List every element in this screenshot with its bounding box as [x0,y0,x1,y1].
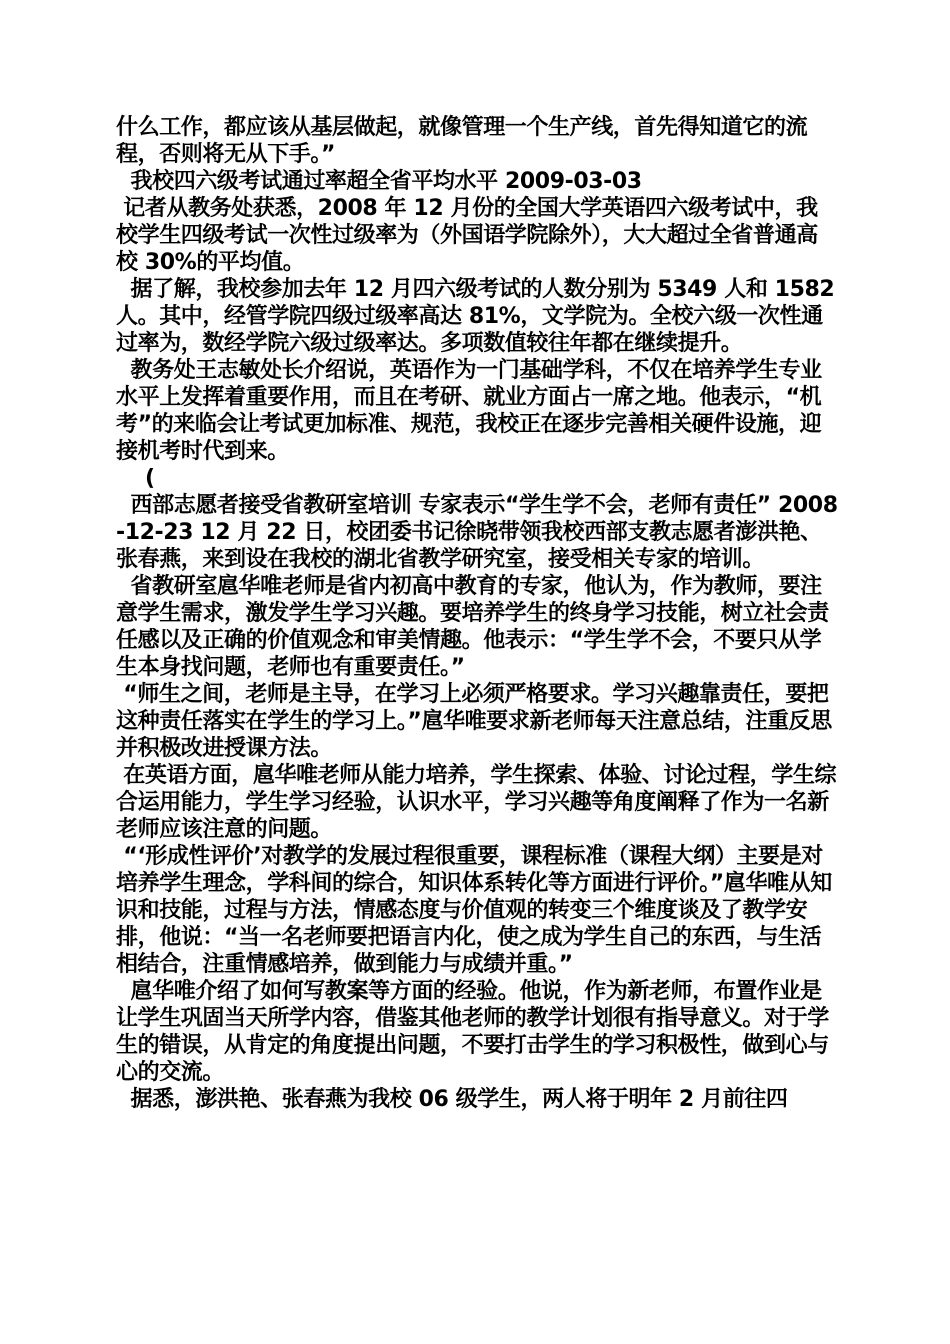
paragraph-8: 省教研室扈华唯老师是省内初高中教育的专家，他认为，作为教师，要注意学生需求，激发学生学习兴趣。要培养学生的终身学习技能，树立社会责任感以及正确的价值观念和审美情趣。他表示：“学生学不会，不要只从学生本身找问题，老师也有重要责任。” [116,574,829,680]
paragraph-10: 在英语方面，扈华唯老师从能力培养，学生探索、体验、讨论过程，学生综合运用能力，学生学习经验，认识水平，学习兴趣等角度阐释了作为一名新老师应该注意的问题。 [116,763,837,842]
paragraph-3: 记者从教务处获悉，2008 年 12 月份的全国大学英语四六级考试中，我校学生四级考试一次性过级率为（外国语学院除外），大大超过全省普通高校 30%的平均值。 [116,196,818,275]
paragraph-5: 教务处王志敏处长介绍说，英语作为一门基础学科，不仅在培养学生专业水平上发挥着重要作用，而且在考研、就业方面占一席之地。他表示，“机考”的来临会让考试更加标准、规范，我校正在逐步完善相关硬件设施，迎接机考时代到来。 [116,358,822,464]
paragraph-4: 据了解，我校参加去年 12 月四六级考试的人数分别为 5349 人和 1582 人。其中，经管学院四级过级率高达 81%，文学院为。全校六级一次性通过率为，数经学院六级过级率达。多项数值较往年都在继续提升。 [116,277,842,356]
paragraph-9: “师生之间，老师是主导，在学习上必须严格要求。学习兴趣靠责任，要把这种责任落实在学生的学习上。”扈华唯要求新老师每天注意总结，注重反思并积极改进授课方法。 [116,682,832,761]
news-headline-volunteers: 西部志愿者接受省教研室培训 专家表示“学生学不会，老师有责任” 2008-12-23 12 月 22 日，校团委书记徐晓带领我校西部支教志愿者澎洪艳、张春燕，来到设在我校的湖北省教学研究室，接受相关专家的培训。 [116,493,838,572]
document-body [116,114,842,1113]
paragraph-13: 据悉，澎洪艳、张春燕为我校 06 级学生，两人将于明年 2 月前往四 [116,1087,788,1112]
paragraph-1: 什么工作，都应该从基层做起，就像管理一个生产线，首先得知道它的流程，否则将无从下手。” [116,115,808,167]
paragraph-12: 扈华唯介绍了如何写教案等方面的经验。他说，作为新老师，布置作业是让学生巩固当天所学内容，借鉴其他老师的教学计划很有指导意义。对于学生的错误，从肯定的角度提出问题，不要打击学生的学习积极性，做到心与心的交流。 [116,979,829,1085]
paragraph-6: ( [116,466,155,491]
paragraph-11: “‘形成性评价’对教学的发展过程很重要，课程标准（课程大纲）主要是对培养学生理念，学科间的综合，知识体系转化等方面进行评价。”扈华唯从知识和技能，过程与方法，情感态度与价值观的转变三个维度谈及了教学安排，他说：“当一名老师要把语言内化，使之成为学生自己的东西，与生活相结合，注重情感培养，做到能力与成绩并重。” [116,844,832,977]
news-headline-cet: 我校四六级考试通过率超全省平均水平 2009-03-03 [116,169,642,194]
